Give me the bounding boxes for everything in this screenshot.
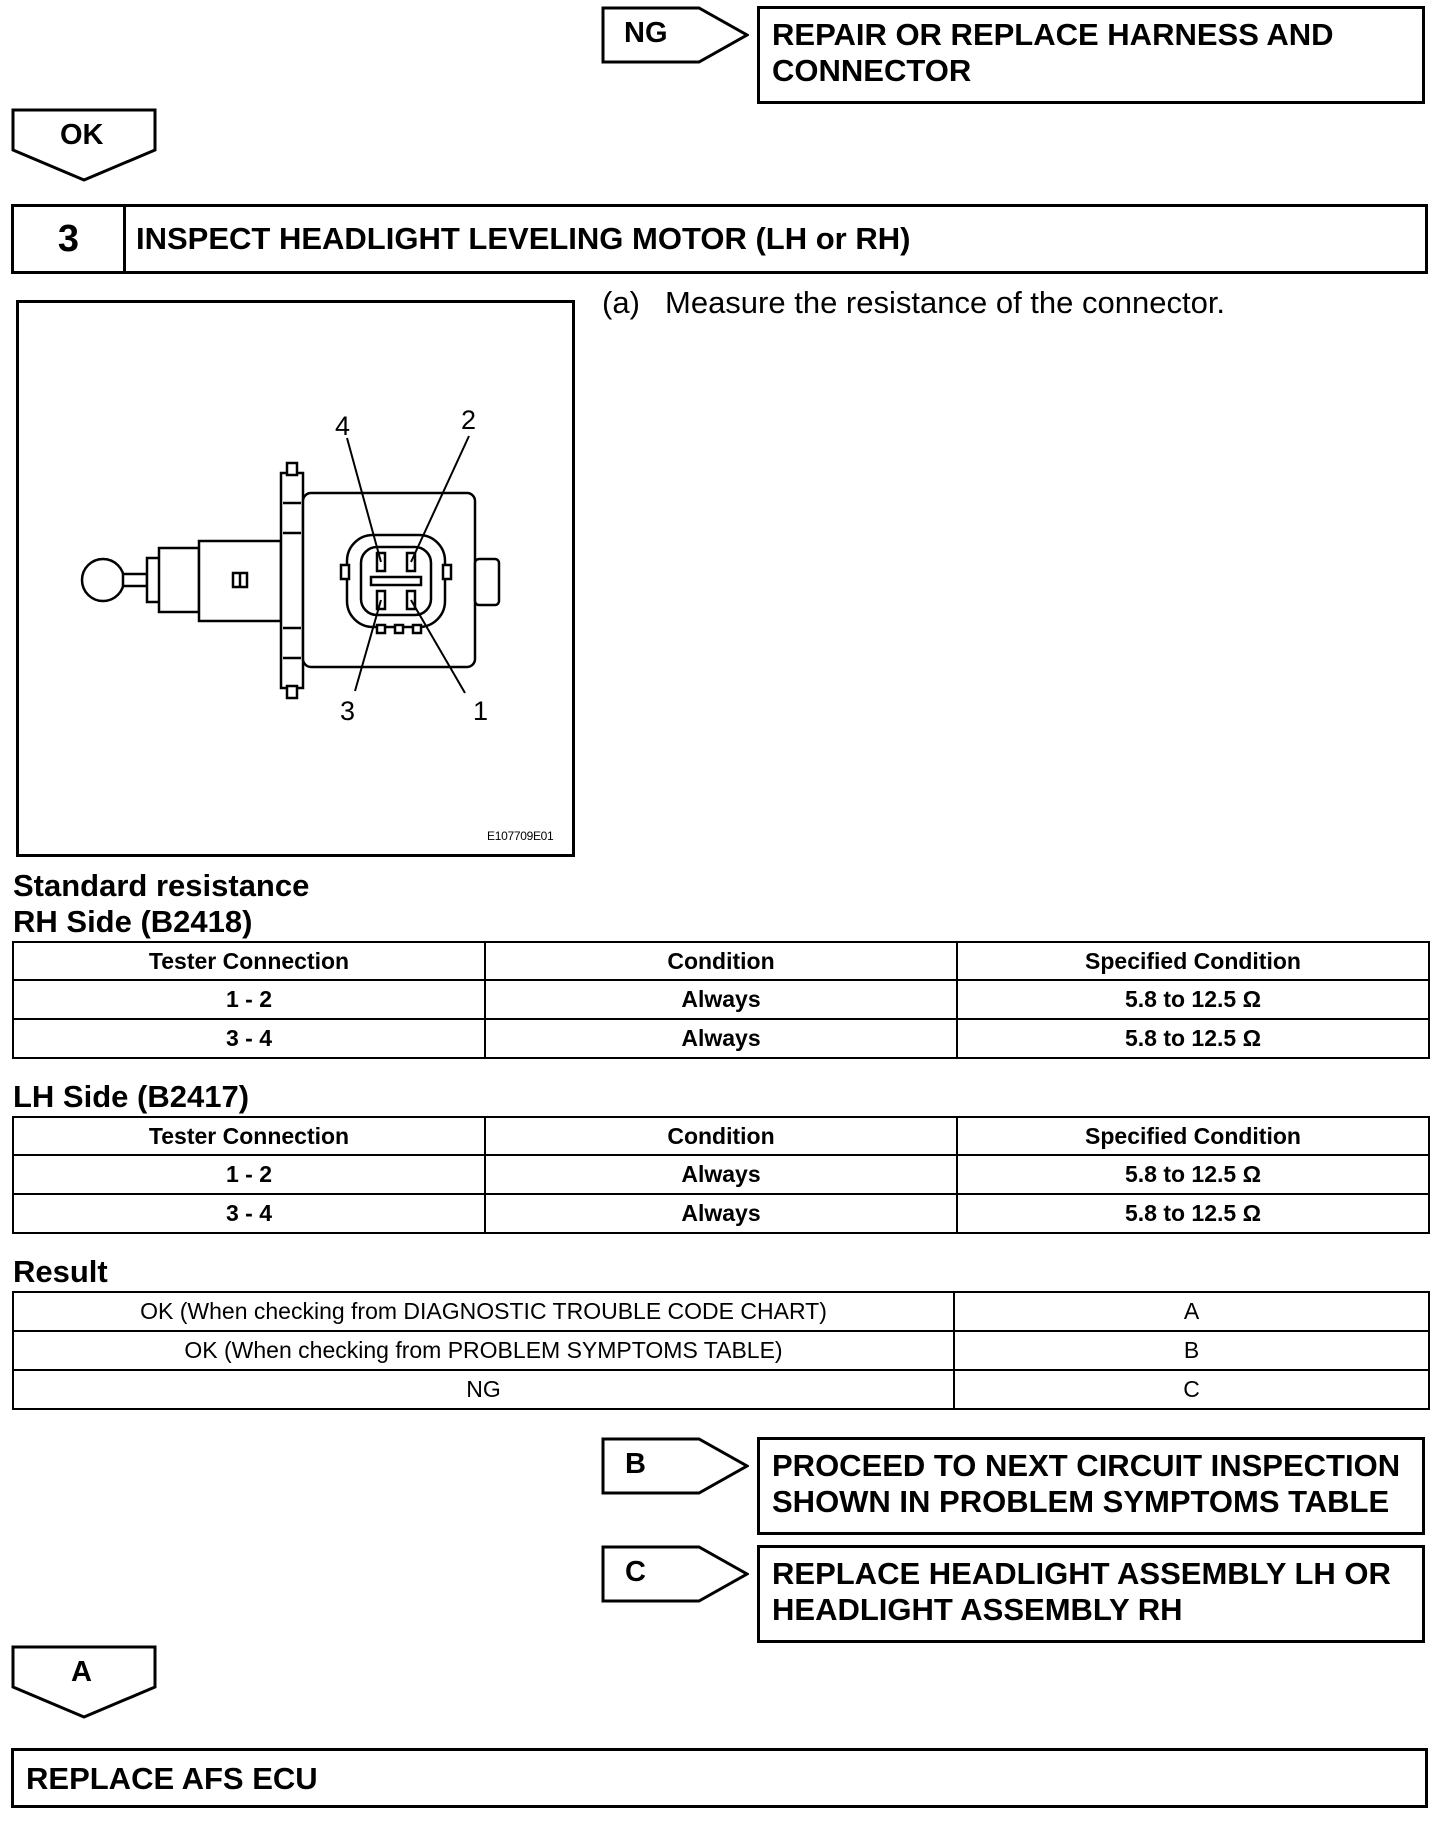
pin-label-4: 4 (335, 411, 351, 441)
result-row1-condition: OK (When checking from DIAGNOSTIC TROUBLE CODE CHART) (13, 1292, 954, 1331)
pin-label-1: 1 (473, 696, 489, 726)
lh-header-specified: Specified Condition (957, 1117, 1429, 1155)
ng-action-box (757, 6, 1425, 104)
ok-branch (11, 108, 157, 182)
table-row (13, 1370, 1429, 1409)
lh-header-condition: Condition (485, 1117, 957, 1155)
c-action-box (757, 1545, 1425, 1643)
rh-row1-specified: 5.8 to 12.5 Ω (957, 980, 1429, 1019)
rh-header-specified: Specified Condition (957, 942, 1429, 980)
result-row2-code: B (954, 1331, 1429, 1370)
instruction-marker: (a) (602, 285, 640, 320)
lh-row1-specified: 5.8 to 12.5 Ω (957, 1155, 1429, 1194)
ok-tag: OK (60, 119, 104, 151)
instruction-text: Measure the resistance of the connector. (665, 285, 1226, 320)
b-tag: B (625, 1448, 646, 1480)
standard-heading: Standard resistance (13, 868, 310, 903)
table-row (13, 1019, 1429, 1058)
result-row3-code: C (954, 1370, 1429, 1409)
b-arrow-shape (601, 1437, 749, 1495)
c-arrow-shape (601, 1545, 749, 1603)
pin-label-2: 2 (461, 405, 477, 435)
headlight-leveling-motor-connector-drawing (19, 303, 572, 854)
lh-row1-tester: 1 - 2 (13, 1155, 485, 1194)
table-row (13, 1292, 1429, 1331)
table-row (13, 980, 1429, 1019)
c-action-text: REPLACE HEADLIGHT ASSEMBLY LH OR HEADLIGHT ASSEMBLY RH (772, 1556, 1391, 1627)
c-branch (601, 1545, 749, 1603)
rh-row2-condition: Always (485, 1019, 957, 1058)
c-tag: C (625, 1556, 646, 1588)
final-step-title: REPLACE AFS ECU (26, 1761, 318, 1796)
lh-row2-condition: Always (485, 1194, 957, 1233)
b-branch (601, 1437, 749, 1495)
pin-label-3: 3 (340, 696, 356, 726)
result-row2-condition: OK (When checking from PROBLEM SYMPTOMS TABLE) (13, 1331, 954, 1370)
rh-header-tester: Tester Connection (13, 942, 485, 980)
rh-row2-specified: 5.8 to 12.5 Ω (957, 1019, 1429, 1058)
rh-row1-condition: Always (485, 980, 957, 1019)
a-tag: A (71, 1656, 92, 1688)
a-branch (11, 1645, 157, 1719)
lh-table-header (13, 1117, 1429, 1155)
step-number-cell (14, 207, 126, 271)
rh-title: RH Side (B2418) (13, 904, 253, 939)
result-heading: Result (13, 1254, 108, 1289)
b-action-text: PROCEED TO NEXT CIRCUIT INSPECTION SHOWN IN PROBLEM SYMPTOMS TABLE (772, 1448, 1401, 1519)
lh-row1-condition: Always (485, 1155, 957, 1194)
step-header (11, 204, 1428, 274)
lh-title: LH Side (B2417) (13, 1079, 250, 1114)
final-step-box (11, 1748, 1428, 1808)
rh-row2-tester: 3 - 4 (13, 1019, 485, 1058)
lh-resistance-table (12, 1116, 1430, 1234)
rh-row1-tester: 1 - 2 (13, 980, 485, 1019)
ng-branch (601, 6, 749, 64)
result-row1-code: A (954, 1292, 1429, 1331)
rh-resistance-table (12, 941, 1430, 1059)
connector-figure (16, 300, 575, 857)
lh-row2-tester: 3 - 4 (13, 1194, 485, 1233)
table-row (13, 1155, 1429, 1194)
lh-row2-specified: 5.8 to 12.5 Ω (957, 1194, 1429, 1233)
b-action-box (757, 1437, 1425, 1535)
rh-header-condition: Condition (485, 942, 957, 980)
ng-action-text: REPAIR OR REPLACE HARNESS AND CONNECTOR (772, 17, 1334, 88)
rh-table-header (13, 942, 1429, 980)
figure-id: E107709E01 (487, 829, 554, 843)
ng-tag: NG (624, 17, 668, 49)
table-row (13, 1331, 1429, 1370)
table-row (13, 1194, 1429, 1233)
result-table (12, 1291, 1430, 1410)
step-title: INSPECT HEADLIGHT LEVELING MOTOR (LH or RH) (136, 221, 911, 256)
step-number: 3 (57, 217, 80, 260)
result-row3-condition: NG (13, 1370, 954, 1409)
lh-header-tester: Tester Connection (13, 1117, 485, 1155)
